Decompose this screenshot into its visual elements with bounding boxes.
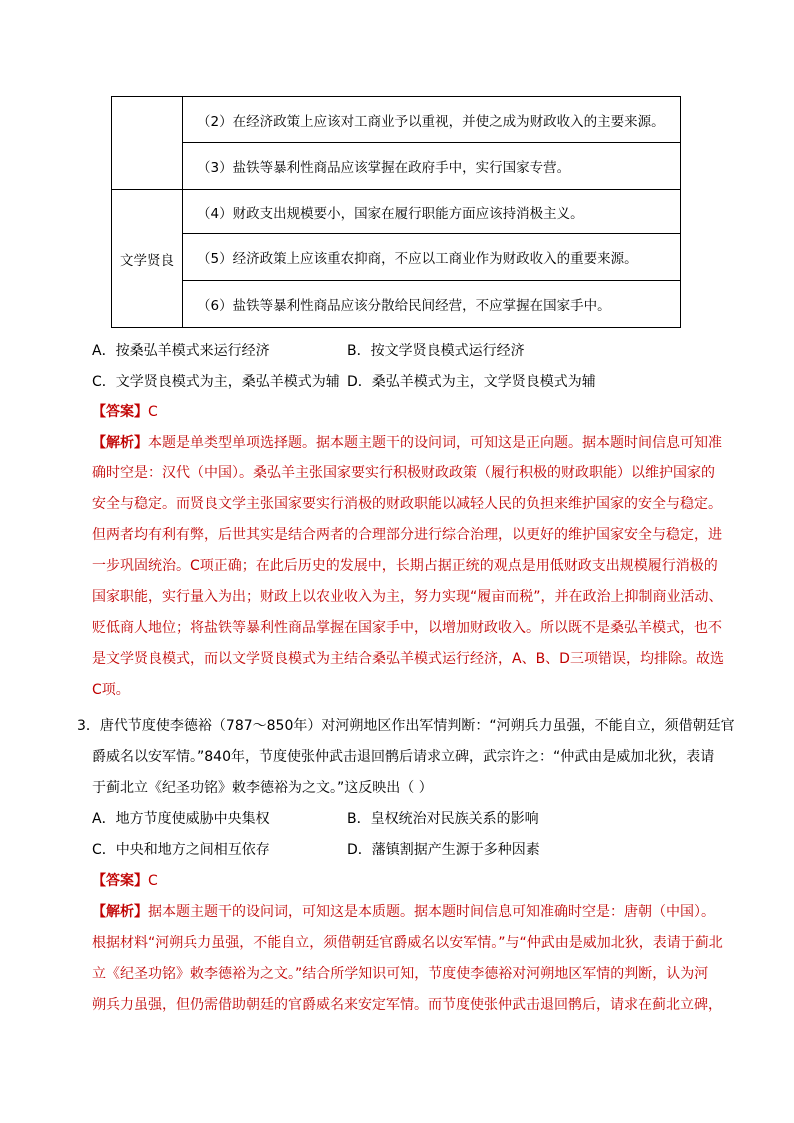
answer-value: C	[148, 404, 158, 420]
table-group-label: 文学贤良	[112, 190, 183, 328]
q2-analysis-line: 国家职能，实行量入为出；财政上以农业收入为主，努力实现“履亩而税”，并在政治上抑制商业活动、	[92, 589, 723, 605]
q2-analysis-line: 确时空是：汉代（中国）。桑弘羊主张国家要实行积极财政政策（履行积极的财政职能）以维护国家的	[92, 465, 715, 481]
table-row: （4）财政支出规模要小，国家在履行职能方面应该持消极主义。	[183, 190, 681, 234]
q2-option-c: C．文学贤良模式为主，桑弘羊模式为辅	[92, 374, 340, 390]
q3-stem-line: 爵威名以安军情。”840年，节度使张仲武击退回鹘后请求立碑，武宗许之：“仲武由是威加北狄，表请	[92, 749, 715, 765]
q3-answer	[92, 870, 158, 890]
q2-option-a: A．按桑弘羊模式来运行经济	[92, 343, 270, 359]
q3-option-c: C．中央和地方之间相互依存	[92, 842, 270, 858]
analysis-label: 【解析】	[92, 435, 148, 451]
q3-stem-line: 3．唐代节度使李德裕（787～850年）对河朔地区作出军情判断：“河朔兵力虽强，不能自立，须借朝廷官	[77, 718, 735, 734]
table-row: （5）经济政策上应该重农抑商，不应以工商业作为财政收入的重要来源。	[183, 234, 681, 281]
q2-analysis-line: 【解析】本题是单类型单项选择题。据本题主题干的设问词，可知这是正向题。据本题时间信息可知准	[92, 435, 722, 451]
table-row: （2）在经济政策上应该对工商业予以重视，并使之成为财政收入的主要来源。	[183, 97, 681, 143]
answer-label: 【答案】	[92, 404, 148, 420]
answer-label: 【答案】	[92, 873, 148, 889]
q2-analysis-line: C项。	[92, 682, 130, 698]
q2-answer	[92, 401, 158, 421]
table-row: （3）盐铁等暴利性商品应该掌握在政府手中，实行国家专营。	[183, 143, 681, 190]
q2-analysis-line: 安全与稳定。而贤良文学主张国家要实行消极的财政职能以减轻人民的负担来维护国家的安全与稳定。	[92, 496, 722, 512]
q3-stem-line: 于蓟北立《纪圣功铭》敕李德裕为之文。”这反映出（ ）	[92, 780, 433, 796]
q2-option-b: B．按文学贤良模式运行经济	[347, 343, 525, 359]
q3-option-b: B．皇权统治对民族关系的影响	[347, 811, 539, 827]
q3-analysis-line: 【解析】据本题主题干的设问词，可知这是本质题。据本题时间信息可知准确时空是：唐朝（中国）。	[92, 904, 715, 920]
analysis-label: 【解析】	[92, 904, 148, 920]
q3-option-a: A．地方节度使威胁中央集权	[92, 811, 270, 827]
q2-analysis-line: 一步巩固统治。C项正确；在此后历史的发展中，长期占据正统的观点是用低财政支出规模履行消极的	[92, 558, 718, 574]
answer-value: C	[148, 873, 158, 889]
q2-option-d: D．桑弘羊模式为主，文学贤良模式为辅	[347, 374, 596, 390]
q3-analysis-line: 朔兵力虽强，但仍需借助朝廷的官爵威名来安定军情。而节度使张仲武击退回鹘后，请求在蓟北立碑，	[92, 997, 722, 1013]
q2-analysis-line: 但两者均有利有弊，后世其实是结合两者的合理部分进行综合治理，以更好的维护国家安全与稳定，进	[92, 527, 722, 543]
table-empty-group-cell	[112, 97, 183, 190]
q2-analysis-line: 是文学贤良模式，而以文学贤良模式为主结合桑弘羊模式运行经济，A、B、D三项错误，均排除。故选	[92, 651, 724, 667]
q3-analysis-line: 根据材料“河朔兵力虽强，不能自立，须借朝廷官爵威名以安军情。”与“仲武由是威加北狄，表请于蓟北	[92, 935, 723, 951]
q3-analysis-line: 立《纪圣功铭》敕李德裕为之文。”结合所学知识可知，节度使李德裕对河朔地区军情的判断，认为河	[92, 966, 709, 982]
q2-analysis-line: 贬低商人地位；将盐铁等暴利性商品掌握在国家手中，以增加财政收入。所以既不是桑弘羊模式，也不	[92, 620, 722, 636]
table-row: （6）盐铁等暴利性商品应该分散给民间经营，不应掌握在国家手中。	[183, 281, 681, 328]
q3-option-d: D．藩镇割据产生源于多种因素	[347, 842, 540, 858]
comparison-table	[111, 96, 681, 328]
